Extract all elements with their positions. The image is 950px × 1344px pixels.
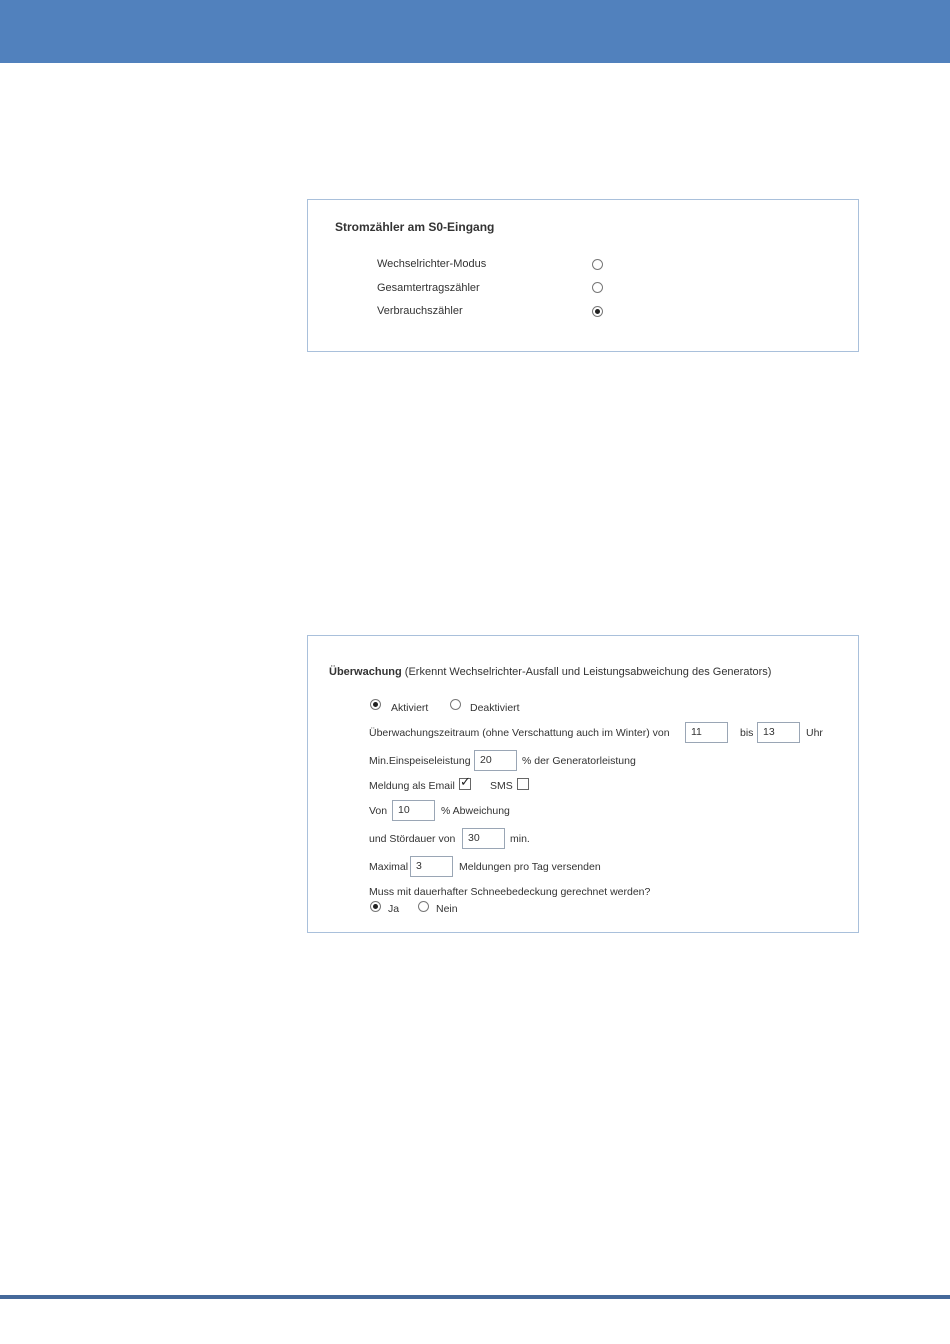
maximal-input[interactable]: 3 <box>410 856 453 877</box>
stromzaehler-panel <box>307 199 859 352</box>
sms-checkbox[interactable] <box>517 778 529 790</box>
deaktiviert-label: Deaktiviert <box>470 702 520 714</box>
option-verbrauch-radio[interactable] <box>592 306 603 317</box>
abweichung-input[interactable]: 10 <box>392 800 435 821</box>
ueberwachung-subtitle: (Erkennt Wechselrichter-Ausfall und Leistungsabweichung des Generators) <box>404 666 772 678</box>
option-wechselrichter-radio[interactable] <box>592 259 603 270</box>
maximal-label: Maximal <box>369 861 409 873</box>
schnee-nein-radio[interactable] <box>418 901 429 912</box>
footer-line <box>0 1295 950 1299</box>
header-bar <box>0 0 950 63</box>
einspeise-suffix: % der Generatorleistung <box>522 755 636 767</box>
abweichung-label: Von <box>369 805 388 817</box>
zeitraum-von-input[interactable]: 11 <box>685 722 728 743</box>
option-gesamtertrag-radio[interactable] <box>592 282 603 293</box>
einspeise-input[interactable]: 20 <box>474 750 517 771</box>
ueberwachung-title: Überwachung <box>329 666 402 678</box>
zeitraum-bis-input[interactable]: 13 <box>757 722 800 743</box>
stoerdauer-input[interactable]: 30 <box>462 828 505 849</box>
aktiviert-radio[interactable] <box>370 699 381 710</box>
email-label: Meldung als Email <box>369 780 455 792</box>
sms-label: SMS <box>490 780 513 792</box>
einspeise-label: Min.Einspeiseleistung <box>369 755 471 767</box>
schnee-nein-label: Nein <box>436 903 458 915</box>
stoerdauer-label: und Stördauer von <box>369 833 456 845</box>
zeitraum-unit: Uhr <box>806 727 823 739</box>
ueberwachung-heading <box>329 666 771 678</box>
aktiviert-label: Aktiviert <box>391 702 429 714</box>
deaktiviert-radio[interactable] <box>450 699 461 710</box>
zeitraum-bis-label: bis <box>740 727 754 739</box>
option-wechselrichter-label: Wechselrichter-Modus <box>377 258 487 270</box>
option-verbrauch-label: Verbrauchszähler <box>377 305 463 317</box>
schnee-question: Muss mit dauerhafter Schneebedeckung gerechnet werden? <box>369 886 651 898</box>
maximal-suffix: Meldungen pro Tag versenden <box>459 861 601 873</box>
schnee-ja-radio[interactable] <box>370 901 381 912</box>
zeitraum-label: Überwachungszeitraum (ohne Verschattung auch im Winter) von <box>369 727 670 739</box>
abweichung-suffix: % Abweichung <box>441 805 510 817</box>
stoerdauer-suffix: min. <box>510 833 530 845</box>
ueberwachung-panel <box>307 635 859 933</box>
option-gesamtertrag-label: Gesamtertragszähler <box>377 282 480 294</box>
schnee-ja-label: Ja <box>388 903 400 915</box>
email-checkbox[interactable] <box>459 778 471 790</box>
stromzaehler-title: Stromzähler am S0-Eingang <box>335 220 495 234</box>
